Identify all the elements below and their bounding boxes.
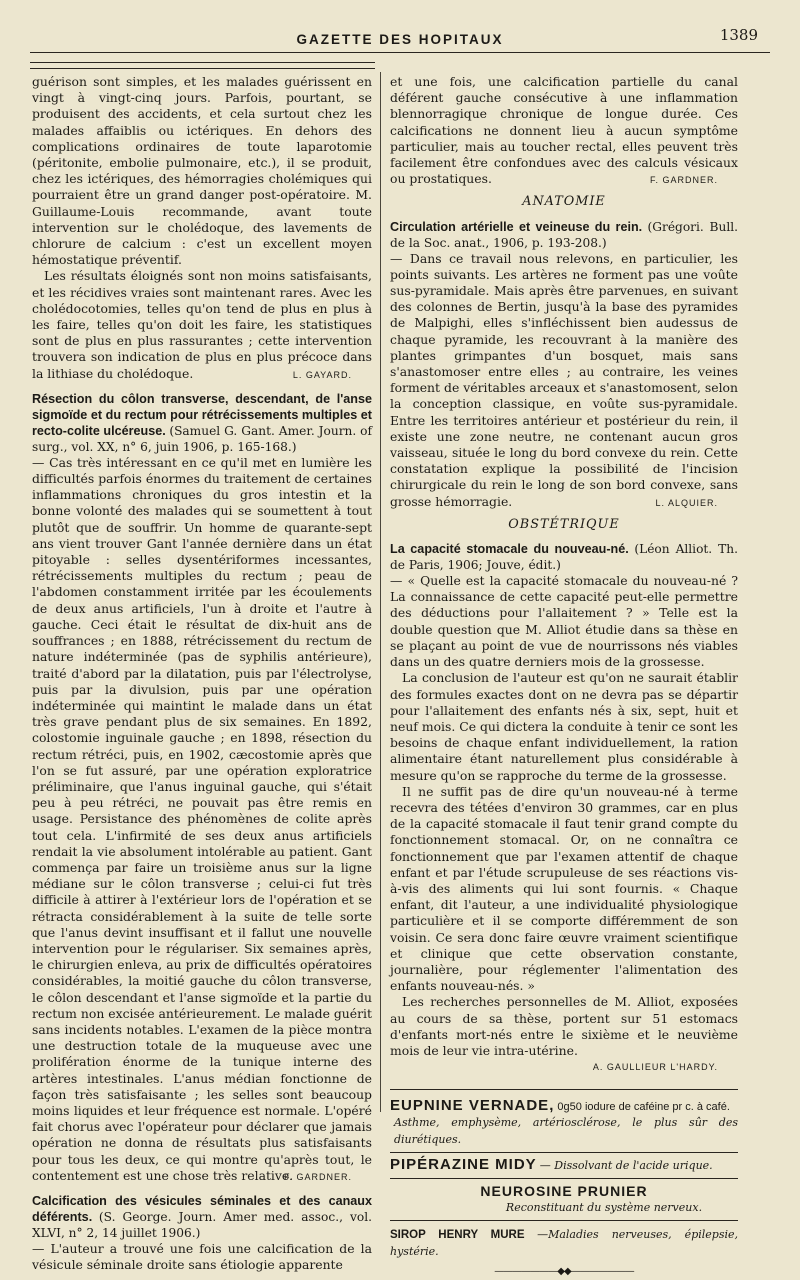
- column-divider: [380, 72, 381, 1112]
- article-title-text: Circulation artérielle et veineuse du rein.: [390, 219, 643, 234]
- article-title-text: Résection du côlon transverse, descendant, de l'anse sigmoïde et du rectum pour rétrécissements multiples et recto-colite ulcéreuse.: [32, 391, 372, 438]
- ad-tagline: Asthme, emphysème, artériosclérose, le plus sûr des diurétiques.: [394, 1116, 738, 1146]
- header-rule: [30, 52, 770, 53]
- ad-tagline: —Maladies nerveuses, épilepsie, hystérie.: [390, 1228, 738, 1258]
- paragraph: Il ne suffit pas de dire qu'un nouveau-né à terme recevra des tétées d'environ 30 grammes, car en plus de la capacité stomacale il faut tenir grand compte du fonctionnement stomacal. Or, on ne connaîtra ce fonctionnement que par l'examen attentif de chaque enfant et par l'étude scrupuleuse de ses réactions vis-à-vis des aliments qui lui sont fournis. « Chaque enfant, dit l'auteur, a une individualité physiologique particulière et il se comporte différemment de son voisin. Ce sera donc faire œuvre vraiment scientifique et clinique que cette observation constante, journalière, pour réglementer l'alimentation des enfants nouveau-nés. »: [390, 783, 738, 994]
- section-heading: OBSTÉTRIQUE: [508, 516, 620, 532]
- article-reference: (S. George. Journ. Amer med. assoc., vol. XLVI, n° 2, 14 juillet 1906.): [32, 1210, 373, 1240]
- ad-product-name: EUPNINE VERNADE,: [390, 1097, 555, 1115]
- author-signature: L. ALQUIER.: [655, 497, 718, 508]
- ad-neurosine-prunier: [390, 1183, 738, 1216]
- author-signature: F. GARDNER.: [283, 1172, 352, 1182]
- right-column: [390, 74, 738, 1280]
- ad-divider: [390, 1178, 738, 1179]
- ad-sirop-henry-mure: [390, 1227, 738, 1259]
- paragraph: Les recherches personnelles de M. Alliot, exposées au cours de sa thèse, portent sur 51 estomacs d'enfants mort-nés entre le sixième et le neuvième mois de leur vie intra-utérine.: [390, 994, 738, 1058]
- article-body: — L'auteur a trouvé une fois une calcification de la vésicule séminale droite sans étiologie apparente: [32, 1241, 372, 1273]
- left-column: [32, 74, 372, 1273]
- article-body: — Dans ce travail nous relevons, en particulier, les points suivants. Les artères ne forment pas une voûte sus-pyramidale. Mais après être parvenues, en suivant des colonnes de Bertin, jusqu'à la base des pyramides de Malpighi, elles s'infléchissent bien audessus de chaque pyramide, les recouvrant à la manière des plantes grimpantes d'un bosquet, mais sans s'anastomoser entre elles ; au contraire, les veines forment de véritables arceaux et s'anastomosent, selon la conception classique, en voûte sus-pyramidale. Entre les territoires antérieur et postérieur du rein, il existe une zone neutre, ne contenant aucun gros vaisseau, située le long du bord convexe du rein. Cette constatation explique la possibilité de l'incision chirurgicale du rein le long de son bord convexe, sans grosse hémorragie.: [390, 250, 738, 509]
- author-signature: L. GAYARD.: [292, 369, 352, 380]
- ad-eupnine-vernade: [390, 1098, 738, 1148]
- paragraph: guérison sont simples, et les malades guérissent en vingt à vingt-cinq jours. Parfois, pourtant, se produisent des accidents, et cela surtout chez les malades affaiblis ou ictériques. En dehors des complications ordinaires de toute laparotomie (péritonite, embolie pulmonaire, etc.), il se produit, chez les ictériques, des hémorragies cholémiques qui pourraient être un grand danger post-opératoire. M. Guillaume-Louis recommande, avant toute intervention sur le cholédoque, des lavements de chlorure de calcium : c'est un excellent moyen hémostatique préventif.: [32, 74, 372, 268]
- page-number: 1389: [719, 26, 758, 44]
- ad-product-name: SIROP HENRY MURE: [390, 1229, 525, 1242]
- ad-divider: [390, 1220, 738, 1221]
- author-signature: F. GARDNER.: [649, 175, 718, 186]
- ad-tagline: — Dissolvant de l'acide urique.: [539, 1158, 713, 1172]
- article-title: [390, 219, 738, 251]
- ad-divider: [390, 1152, 738, 1153]
- paragraph: Les résultats éloignés sont non moins satisfaisants, et les récidives vraies sont maintenant rares. Avec les cholédocotomies, telles qu'on tend de plus en plus à les faire, telles qu'on doit les faire, les statistiques sont de plus en plus rassurantes ; cette intervention trouvera son indication de plus en plus précoce dans la lithiase du cholédoque.: [32, 268, 372, 381]
- article-body: — Cas très intéressant en ce qu'il met en lumière les difficultés parfois énormes du traitement de certaines inflammations chroniques du gros intestin et la bonne volonté des malades qui se soumettent à tout plutôt que de souffrir. Un homme de quarante-sept ans vient trouver Gant l'année dernière dans un état pitoyable : selles dysentériformes incessantes, rétrécissements multiples du rectum ; peau de l'abdomen constamment irritée par les écoulements de deux anus artificiels, l'un à droite et l'autre à gauche. Ceci était le résultat de dix-huit ans de souffrances ; en 1888, rétrécissement du rectum de nature indéterminée (pas de syphilis antérieure), traité d'abord par la dilatation, puis par l'électrolyse, puis par la divulsion, puis par une opération indéterminée qui maintint le malade dans un état très grave pendant plus de six semaines. En 1892, colostomie inguinale gauche ; en 1898, résection du rectum rétréci, puis, en 1902, cæcostomie après que l'on se fut assuré, par une opération exploratrice préliminaire, que l'anus inguinal gauche, qui s'était peu à peu rétréci, ne pouvait pas être remis en usage. Persistance des phénomènes de colite après tout cela. L'infirmité de ses deux anus artificiels rendait la vie absolument intolérable au patient. Gant commença par faire un troisième anus sur la ligne médiane sur le côlon transverse ; celui-ci fut très difficile à attirer à l'extérieur lors de l'opération et se rétracta considérablement à la suite de telle sorte que l'anus devint insuffisant et il fallut une nouvelle intervention pour le régulariser. Six semaines après, le chirurgien enleva, au prix de difficultés opératoires considérables, la moitié gauche du côlon transverse, le côlon descendant et l'anse sigmoïde et la partie du rectum non excisée antérieurement. Le malade guérit sans incidents notables. L'examen de la pièce montra une destruction totale de la muqueuse avec une prolifération énorme de la tunique interne des artères intestinales. L'anus médian fonctionne de façon très satisfaisante ; les selles sont beaucoup moins liquides et leur fréquence est normale. L'opéré fait chorus avec l'opérateur pour déclarer que jamais opération ne donna de résultats plus satisfaisants pour tous les deux, ce qui montre qu'après tout, le contentement est une chose très relative.: [32, 454, 372, 1183]
- ad-product-name: PIPÉRAZINE MIDY: [390, 1155, 537, 1173]
- ad-piperazine-midy: [390, 1157, 738, 1174]
- article-title: [390, 541, 738, 573]
- ad-product-name: NEUROSINE PRUNIER: [480, 1182, 648, 1199]
- end-ornament-icon: ———————◆◆———————: [494, 1265, 634, 1277]
- article-reference: (Léon Alliot. Th. de Paris, 1906; Jouve, édit.): [390, 542, 739, 573]
- article-reference: (Grégori. Bull. de la Soc. anat., 1906, p. 193-208.): [390, 219, 738, 250]
- article-title-text: Calcification des vésicules séminales et des canaux déférents.: [32, 1194, 372, 1224]
- section-heading: ANATOMIE: [522, 194, 606, 210]
- article-reference: (Samuel G. Gant. Amer. Journ. of surg., vol. XX, n° 6, juin 1906, p. 165-168.): [32, 423, 373, 454]
- ad-dose: 0g50 iodure de caféine pr c. à café.: [557, 1101, 730, 1114]
- paragraph: La conclusion de l'auteur est qu'on ne saurait établir des formules exactes dont on ne devra pas se départir pour l'allaitement des enfants nés à six, sept, huit et neuf mois. Ce qui dictera la conduite à tenir ce sont les besoins de chaque enfant individuellement, la ration alimentaire étant naturellement plus considérable à mesure qu'on se rapproche du terme de la grossesse.: [390, 670, 739, 783]
- header-rule-double-top: [30, 62, 375, 63]
- running-head-title: GAZETTE DES HOPITAUX: [296, 32, 504, 47]
- author-signature: A. GAULLIEUR L'HARDY.: [592, 1062, 718, 1073]
- advertisements: [390, 1089, 738, 1280]
- article-title: [32, 391, 372, 455]
- header-rule-double-bottom: [30, 68, 375, 69]
- paragraph: et une fois, une calcification partielle du canal déférent gauche consécutive à une inflammation blennorragique chronique de longue durée. Ces calcifications ne donnent lieu à aucun symptôme particulier, mais au toucher rectal, elles peuvent très facilement être confondues avec des calculs vésicaux ou prostatiques.: [390, 74, 738, 187]
- article-body: — « Quelle est la capacité stomacale du nouveau-né ? La connaissance de cette capacité peut-elle permettre des déductions pour l'allaitement ? » Telle est la double question que M. Alliot étudie dans sa thèse en se plaçant au point de vue de nourrissons nés viables dans un des quatre derniers mois de la grossesse.: [390, 573, 738, 670]
- article-title: [32, 1193, 372, 1241]
- article-title-text: La capacité stomacale du nouveau-né.: [390, 542, 629, 557]
- ad-tagline: Reconstituant du système nerveux.: [505, 1201, 703, 1215]
